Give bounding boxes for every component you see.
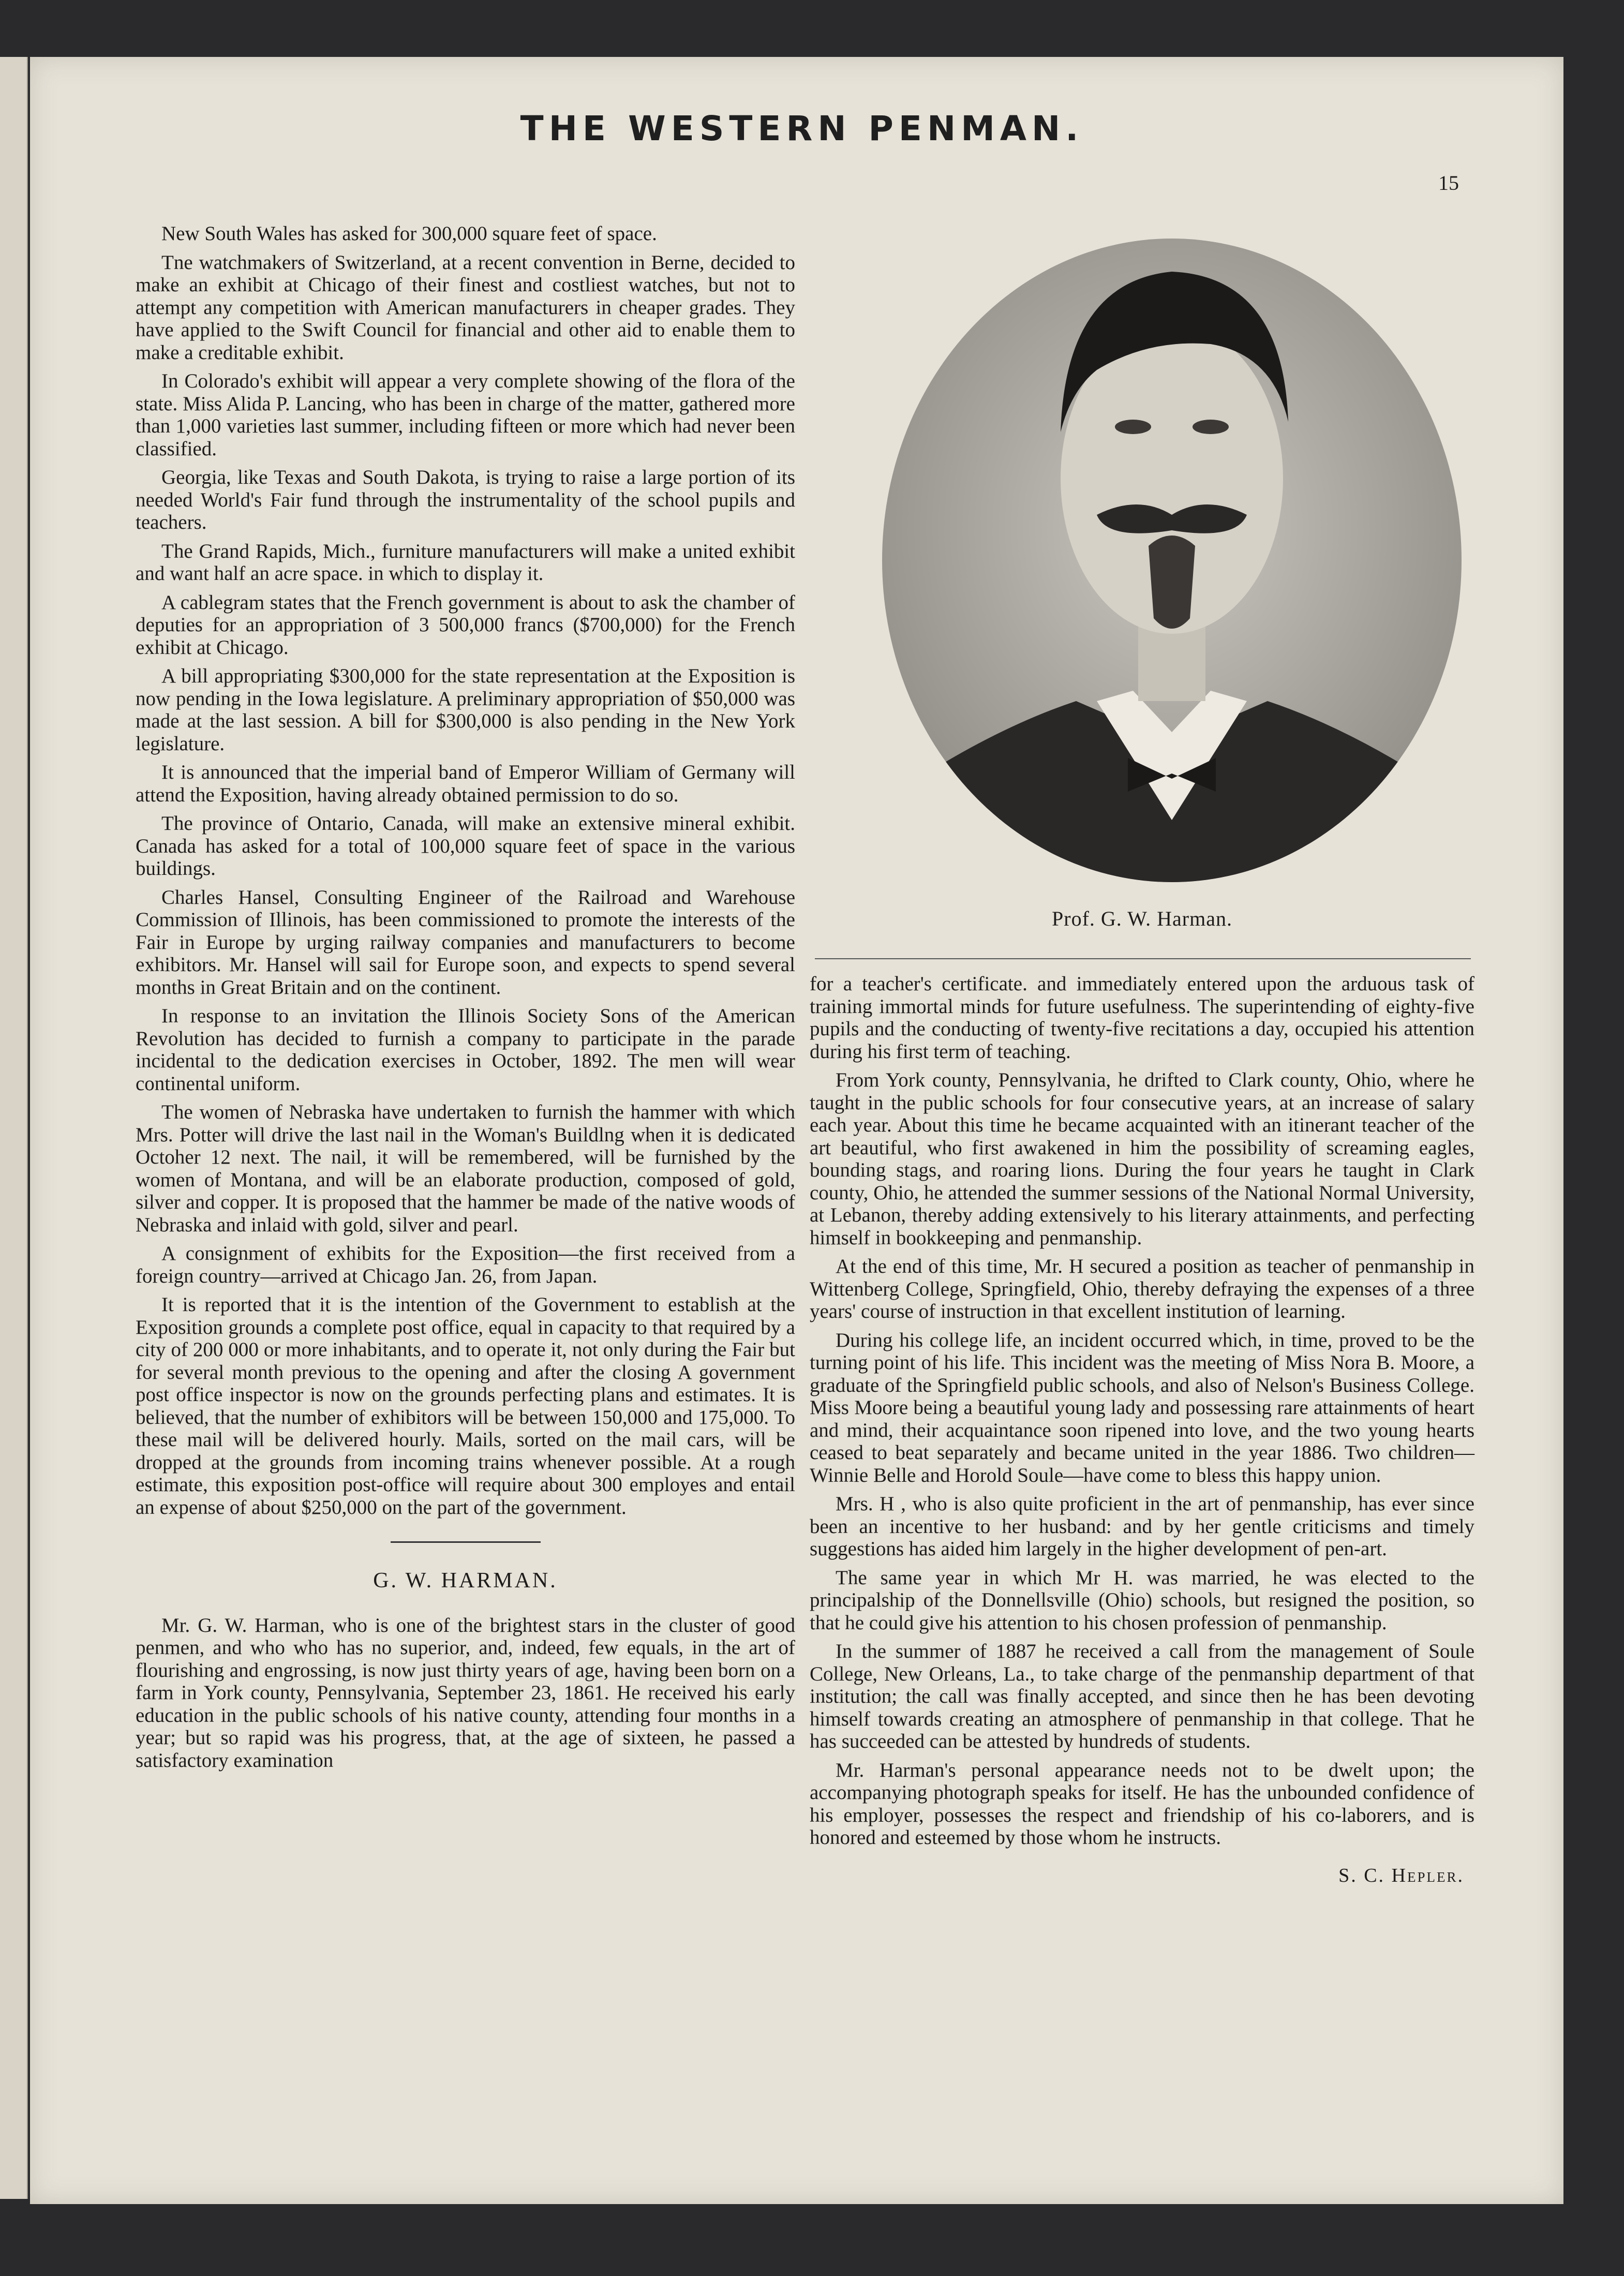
article-paragraph: Mr. Harman's personal appearance needs not to be dwelt upon; the accompanying photograph speaks for itself. He has the unbounded confidence of his employer, possesses the respect and friendship of his co-laborers, and is honored and esteemed by those whom he instructs. <box>810 1759 1474 1849</box>
page-header-title: THE WESTERN PENMAN. <box>520 109 1084 148</box>
article-paragraph: The same year in which Mr H. was married, he was elected to the principalship of the Donnellsville (Ohio) schools, but resigned the position, so that he could give his attention to his chosen profession of penmanship. <box>810 1566 1474 1634</box>
article-paragraph: In the summer of 1887 he received a call from the management of Soule College, New Orleans, La., to take charge of the penmanship department of that institution; the call was finally accepted, and since then he has been devoting himself towards creating an atmosphere of penmanship in that college. That he has succeeded can be attested by hundreds of students. <box>810 1640 1474 1752</box>
news-paragraph: A consignment of exhibits for the Exposition—the first received from a foreign country—arrived at Chicago Jan. 26, from Japan. <box>136 1242 795 1287</box>
news-paragraph: A cablegram states that the French government is about to ask the chamber of deputies for an appropriation of 3 500,000 francs ($700,000) for the French exhibit at Chicago. <box>136 591 795 659</box>
article-paragraph: Mr. G. W. Harman, who is one of the brightest stars in the cluster of good penmen, and who who has no superior, and, indeed, few equals, in the art of flourishing and engrossing, is now just thirty years of age, having been born on a farm in York county, Pennsylvania, September 23, 1861. He received his early education in the public schools of his native county, attending four months in a year; but so rapid was his progress, that, at the age of sixteen, he passed a satisfactory examination <box>136 1614 795 1772</box>
news-paragraph: In response to an invitation the Illinois Society Sons of the American Revolution has decided to furnish a company to participate in the parade incidental to the dedication exercises in October, 1892. The men will wear continental uniform. <box>136 1005 795 1095</box>
article-paragraph: At the end of this time, Mr. H secured a position as teacher of penmanship in Wittenberg College, Springfield, Ohio, thereby defraying the expenses of a three years' course of instruction in that excellent institution of learning. <box>810 1255 1474 1322</box>
left-column <box>136 222 795 1778</box>
caption-divider <box>815 958 1471 959</box>
section-divider <box>391 1541 541 1543</box>
news-paragraph: New South Wales has asked for 300,000 square feet of space. <box>161 222 657 245</box>
article-paragraph: for a teacher's certificate. and immediately entered upon the arduous task of training immortal minds for future usefulness. The superintending of eighty-five pupils and the conducting of twenty-five recitations a day, occupied his attention during his first term of teaching. <box>810 973 1474 1063</box>
article-heading: G. W. HARMAN. <box>373 1569 558 1593</box>
news-paragraph: The women of Nebraska have undertaken to furnish the hammer with which Mrs. Potter will drive the last nail in the Woman's Buildlng when it is dedicated Octoher 12 next. The nail, it will be remembered, will be furnished by the women of Montana, and will be an elaborate production, composed of gold, silver and copper. It is proposed that the hammer be made of the native woods of Nebraska and inlaid with gold, silver and pearl. <box>136 1101 795 1236</box>
right-column <box>810 973 1474 1887</box>
article-paragraph: During his college life, an incident occurred which, in time, proved to be the turning point of his life. This incident was the meeting of Miss Nora B. Moore, a graduate of the Springfield public schools, and also of Nelson's Business College. Miss Moore being a beautiful young lady and possessing rare attainments of heart and mind, their acquaintance soon ripened into love, and the two young hearts ceased to beat separately and became united in the year 1886. Two children—Winnie Belle and Horold Soule—have come to bless this happy union. <box>810 1329 1474 1486</box>
news-paragraph: In Colorado's exhibit will appear a very complete showing of the flora of the state. Miss Alida P. Lancing, who has been in charge of the matter, gathered more than 1,000 varieties last summer, including fifteen or more which had never been classified. <box>136 370 795 460</box>
news-paragraph: A bill appropriating $300,000 for the state representation at the Exposition is now pending in the Iowa legislature. A preliminary appropriation of $50,000 was made at the last session. A bill for $300,000 is also pending in the New York legislature. <box>136 665 795 755</box>
author-signature: S. C. Hepler. <box>1338 1864 1464 1886</box>
news-paragraph: The Grand Rapids, Mich., furniture manufacturers will make a united exhibit and want half an acre space. in which to display it. <box>136 540 795 585</box>
page-number: 15 <box>1438 171 1459 195</box>
article-paragraph: From York county, Pennsylvania, he drifted to Clark county, Ohio, where he taught in the public schools for four consecutive years, at an increase of salary each year. About this time he became acquainted with an itinerant teacher of the art beautiful, who first awakened in him the possibility of screaming eagles, bounding stags, and roaring lions. During the four years he taught in Clark county, Ohio, he attended the summer sessions of the National Normal University, at Lebanon, thereby adding extensively to his literary attainments, and perfecting himself in bookkeeping and penmanship. <box>810 1069 1474 1249</box>
news-paragraph: Georgia, like Texas and South Dakota, is trying to raise a large portion of its needed World's Fair fund through the instrumentality of the school pupils and teachers. <box>136 466 795 533</box>
portrait-photo <box>880 235 1464 885</box>
news-paragraph: Tne watchmakers of Switzerland, at a recent convention in Berne, decided to make an exhibit at Chicago of their finest and costliest watches, but not to attempt any competition with American manufacturers in cheaper grades. They have applied to the Swift Council for financial and other aid to enable them to make a creditable exhibit. <box>136 251 795 364</box>
portrait-caption: Prof. G. W. Harman. <box>1052 907 1232 930</box>
news-paragraph: Charles Hansel, Consulting Engineer of the Railroad and Warehouse Commission of Illinois, has been commissioned to promote the interests of the Fair in Europe by urging railway companies and manufacturers to become exhibitors. Mr. Hansel will sail for Europe soon, and expects to spend several months in Great Britain and on the continent. <box>136 886 795 999</box>
book-spine-edge <box>0 57 28 2199</box>
news-paragraph: It is announced that the imperial band of Emperor William of Germany will attend the Exposition, having already obtained permission to do so. <box>136 761 795 806</box>
news-paragraph: The province of Ontario, Canada, will make an extensive mineral exhibit. Canada has asked for a total of 100,000 square feet of space in the various buildings. <box>136 812 795 880</box>
news-paragraph: It is reported that it is the intention of the Government to establish at the Exposition grounds a complete post office, equal in capacity to that required by a city of 200 000 or more inhabitants, and to operate it, not only during the Fair but for several month previous to the opening and after the closing A government post office inspector is now on the grounds perfecting plans and estimates. It is believed, that the number of exhibitors will be between 150,000 and 175,000. To these mail will be delivered hourly. Mails, sorted on the mail cars, will be dropped at the grounds from incoming trains whenever possible. At a rough estimate, this exposition post-office will require about 300 employes and entail an expense of about $250,000 on the part of the government. <box>136 1293 795 1519</box>
article-paragraph: Mrs. H , who is also quite proficient in the art of penmanship, has ever since been an incentive to her husband: and by her gentle criticisms and timely suggestions has aided him largely in the higher development of pen-art. <box>810 1493 1474 1560</box>
